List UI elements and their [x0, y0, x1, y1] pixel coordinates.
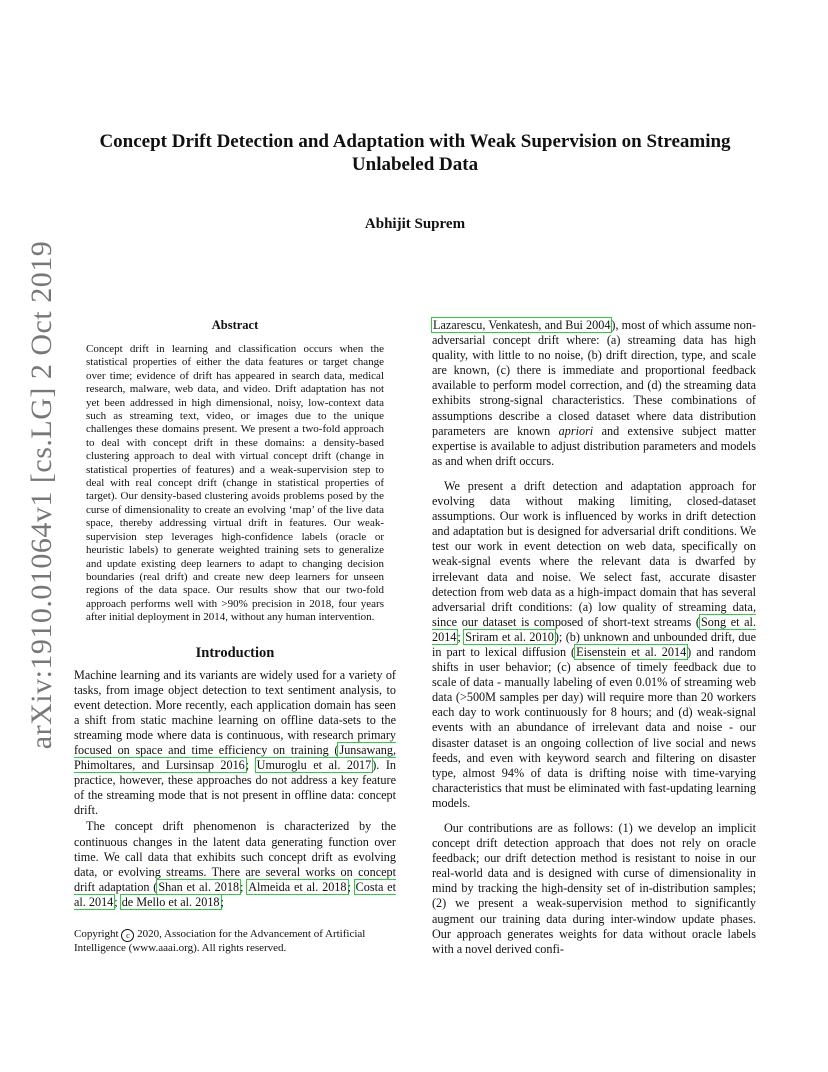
right-paragraph-1	[432, 318, 756, 469]
text-run: ) and random shifts in user behavior; (c) absence of timely feedback due to scale of data - manually labeling of even 0.01% of streaming web data (>500M samples per day) will require more than 20 workers each day to work continuously for 8 hours; and (d) weak-signal events with an abundance of irrelevant data and noise - our disaster dataset is an ongoing collection of live social and news feeds, and even with keyword search and filtering on disaster type, almost 94% of data is drifting noise with time-varying characteristics that must be eliminated with fast-updating learning models.	[432, 644, 757, 810]
author-name: Abhijit Suprem	[364, 216, 466, 232]
copyright-symbol-icon: c	[121, 929, 134, 942]
emphasis-apriori: apriori	[558, 423, 594, 438]
text-run: The concept drift phenomenon is characterized by the continuous changes in the latent data generating function over time. We call data that exhibits such concept drift as evolving data, or evolving streams. There are several works on concept drift adaptation (	[74, 819, 396, 894]
citation-link[interactable]: Sriram et al. 2010	[465, 629, 554, 644]
arxiv-identifier-text: arXiv:1910.01064v1 [cs.LG] 2 Oct 2019	[25, 240, 59, 750]
citation-link[interactable]: Costa et al. 2014	[74, 879, 396, 909]
right-paragraph-3: Our contributions are as follows: (1) we develop an implicit concept drift detection approach that does not rely on oracle feedback; our drift detection method is resistant to noise in our real-world data and is designed with curse of dimensionality in mind by tracking the high-density set of in-distribution samples; (2) we present a weak-supervision method to significantly augment our training data during inter-window update phases. Our approach generates weights for data without oracle labels with a novel derived confi-	[432, 821, 756, 956]
right-column	[432, 318, 756, 957]
citation-link[interactable]: de Mello et al. 2018	[121, 894, 220, 909]
citation-link[interactable]: Eisenstein et al. 2014	[576, 644, 687, 659]
text-run: ;	[347, 879, 355, 894]
text-run: ;	[245, 758, 256, 773]
copyright-rest: 2020, Association for the Advancement of Artificial Intelligence (www.aaai.org). All rights reserved.	[74, 928, 366, 954]
abstract-section	[74, 318, 396, 625]
abstract-text: Concept drift in learning and classification occurs when the statistical properties of either the data features or target change over time; evidence of drift has appeared in search data, medical research, malware, web data, and video. Drift adaptation has not yet been addressed in high dimensional, noisy, low-context data such as streaming text, video, or images due to the unique challenges these domains present. We present a two-fold approach to deal with concept drift in these domains: a density-based clustering approach to deal with virtual concept drift (change in statistical properties of features) and a weak-supervision step to deal with real concept drift (change in statistical properties of target). Our density-based clustering avoids problems posed by the curse of dimensionality to create an evolving ‘map’ of the live data space, thereby addressing virtual drift in features. Our weak-supervision step leverages high-confidence labels (oracle or heuristic labels) to generate weighted training sets to generalize and update existing deep learners to adapt to changing decision boundaries (real drift) and create new deep learners for unseen regions of the data space. Our results show that our two-fold approach performs well with >90% precision in 2018, four years after initial deployment in 2014, without any human intervention.	[86, 343, 384, 624]
citation-link[interactable]: Song et al. 2014	[432, 614, 756, 644]
copyright-label: Copyright	[74, 928, 122, 940]
citation-link[interactable]: Lazarescu, Venkatesh, and Bui 2004	[433, 318, 611, 332]
arxiv-identifier	[20, 240, 64, 750]
paper-title	[80, 130, 750, 176]
abstract-body	[86, 343, 384, 625]
text-run: ;	[457, 629, 465, 644]
title-line-1: Concept Drift Detection and Adaptation with Weak Supervision on Streaming	[99, 131, 731, 152]
text-run: ;	[240, 879, 248, 894]
left-column	[74, 318, 396, 910]
abstract-heading: Abstract	[211, 318, 259, 332]
text-run: ;	[220, 894, 224, 909]
intro-paragraph-1	[74, 668, 396, 819]
text-run: ;	[114, 894, 121, 909]
copyright-footnote	[74, 928, 396, 956]
right-column-body	[432, 318, 756, 957]
title-line-2: Unlabeled Data	[351, 154, 479, 175]
right-paragraph-2	[432, 479, 756, 811]
introduction-heading: Introduction	[195, 644, 275, 661]
citation-link[interactable]: Shan et al. 2018	[158, 879, 240, 894]
introduction-body	[74, 668, 396, 911]
citation-link[interactable]: Almeida et al. 2018	[248, 879, 347, 894]
text-run: ), most of which assume non-adversarial concept drift where: (a) streaming data has high quality, with little to no noise, (b) drift direction, type, and scale are known, (c) there is immediate and proportional feedback available to perform model correction, and (d) the streaming data exhibits strong-signal characteristics. These combinations of assumptions describe a closed dataset where data distribution parameters are known	[432, 318, 756, 438]
text-run: ). In practice, however, these approaches do not address a key feature of the streaming mode that is not present in offline data: concept drift.	[74, 758, 396, 818]
text-run: ); (b) unknown and unbounded drift, due in part to lexical diffusion (	[432, 629, 756, 659]
copyright-text	[74, 928, 396, 956]
text-run: Machine learning and its variants are widely used for a variety of tasks, from image object detection to text sentiment analysis, to event detection. More recently, each application domain has seen a shift from static machine learning on offline data-sets to the streaming mode where data is continuous, with research primary focused on space and time efficiency on training (	[74, 667, 396, 757]
intro-paragraph-2	[74, 819, 396, 910]
text-run: and extensive subject matter expertise is available to adjust distribution parameters and models as and when drift occurs.	[432, 423, 756, 468]
citation-link[interactable]: Junsawang, Phimoltares, and Lursinsap 2016	[74, 743, 396, 773]
text-run: We present a drift detection and adaptation approach for evolving data without making limiting, closed-dataset assumptions. Our work is influenced by works in drift detection and adaptation but is designed for adversarial drift conditions. We test our work in event detection on web data, specifically on weak-signal events where the relevant data is dwarfed by irrelevant data and noise. We select fast, accurate disaster detection from web data as a high-impact domain that has several adversarial drift conditions: (a) low quality of streaming data, since our dataset is composed of short-text streams (	[432, 478, 756, 629]
citation-link[interactable]: Umuroglu et al. 2017	[256, 758, 372, 773]
